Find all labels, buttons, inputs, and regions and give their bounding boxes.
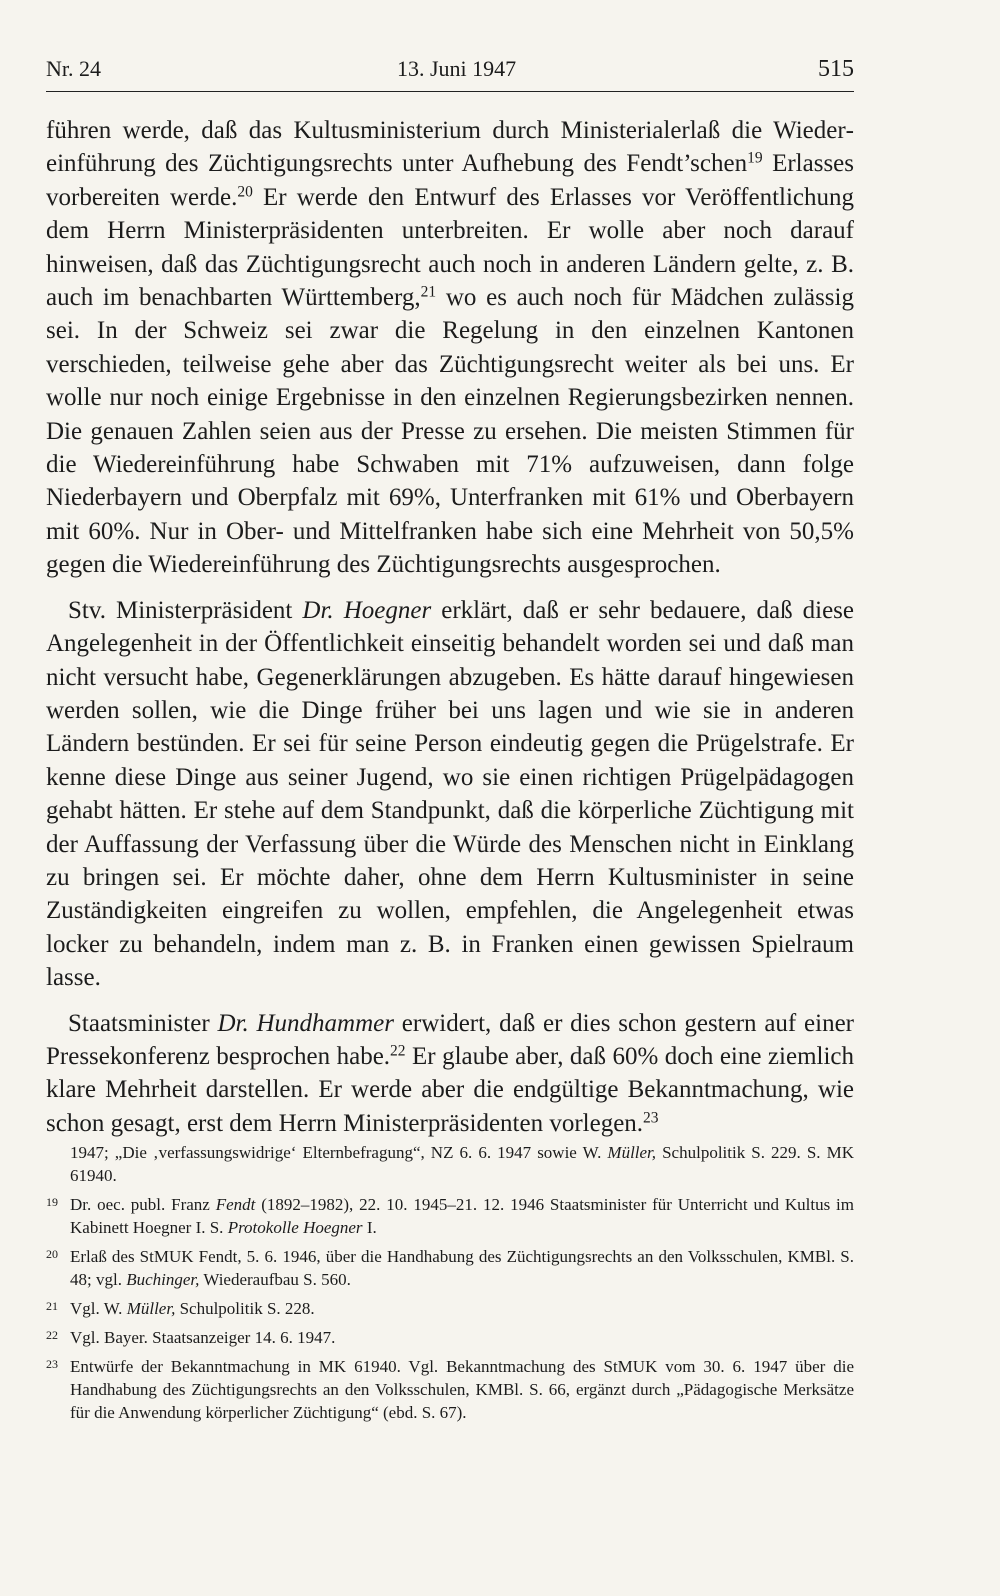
footnote-19-italic-a: Fendt bbox=[215, 1195, 256, 1214]
footnote-20-text-a: Erlaß des StMUK Fendt, 5. 6. 1946, über die Handhabung des Züchtigungsrechts an den Volksschulen, KMBl. S. 48; vgl. bbox=[70, 1247, 854, 1289]
footnote-21-italic: Müller, bbox=[126, 1299, 176, 1318]
footnote-20-text-b: Wiederaufbau S. 560. bbox=[199, 1270, 351, 1289]
footnote-ref-23: 23 bbox=[643, 1109, 659, 1127]
speaker-name-hundhammer: Dr. Hundhammer bbox=[217, 1009, 394, 1037]
footnote-21-text-b: Schulpolitik S. 228. bbox=[175, 1299, 315, 1318]
footnote-22-text: Vgl. Bayer. Staatsanzeiger 14. 6. 1947. bbox=[70, 1328, 336, 1347]
footnote-20-italic: Buchinger, bbox=[126, 1270, 200, 1289]
footnote-ref-22: 22 bbox=[390, 1042, 406, 1060]
footnote-21 bbox=[46, 1297, 854, 1320]
footnote-19-text-c: I. bbox=[362, 1218, 377, 1237]
footnote-number: 20 bbox=[46, 1247, 58, 1261]
paragraph-1-text-d: wo es auch noch für Mädchen zulässig sei. In der Schweiz sei zwar die Regelung in den einzelnen Kantonen verschieden, teilweise gehe aber das Züchtigungsrecht weiter als bei uns. Er wolle nur noch einige Ergebnisse in den einzelnen Regierungsbezirken nennen. Die genauen Zahlen seien aus der Presse zu ersehen. Die meisten Stimmen für die Wiedereinführung habe Schwaben mit 71% aufzuweisen, dann folge Niederbayern und Oberpfalz mit 69%, Unterfranken mit 61% und Oberbayern mit 60%. Nur in Ober- und Mittelfranken habe sich eine Mehrheit von 50,5% gegen die Wiedereinführung des Züchtigungsrechts ausgesprochen. bbox=[46, 284, 854, 579]
issue-number: Nr. 24 bbox=[46, 56, 101, 81]
footnote-cont-italic: Müller, bbox=[607, 1143, 657, 1162]
paragraph-3-text-a: Staatsminister bbox=[68, 1009, 218, 1037]
main-text bbox=[46, 114, 854, 1140]
footnote-number: 21 bbox=[46, 1299, 58, 1313]
footnote-19-text-b: (1892–1982), 22. 10. 1945–21. 12. 1946 Staatsminister für Unterricht und Kultus im Kabinett Hoegner I. S. bbox=[70, 1195, 854, 1237]
footnote-19 bbox=[46, 1193, 854, 1239]
footnote-23 bbox=[46, 1355, 854, 1424]
paragraph-2 bbox=[46, 594, 854, 995]
paragraph-3-text-c: Er glaube aber, daß 60% doch eine ziemlich klare Mehrheit darstellen. Er werde aber die endgültige Bekanntmachung, wie schon gesagt, erst dem Herrn Ministerpräsidenten vorlegen. bbox=[46, 1042, 855, 1137]
footnotes bbox=[46, 1141, 854, 1430]
paragraph-3-text-b: erwidert, daß er dies schon gestern auf einer Pressekonferenz besprochen habe. bbox=[46, 1009, 855, 1070]
paragraph-1-text-a: führen werde, daß das Kultusministerium durch Ministerialerlaß die Wiedereinführung des Züchtigungsrechts unter Aufhebung des Fendt’schen bbox=[46, 117, 854, 178]
footnote-23-text: Entwürfe der Bekanntmachung in MK 61940. Vgl. Bekanntmachung des StMUK vom 30. 6. 1947 über die Handhabung des Züchtigungsrechts an den Volksschulen, KMBl. S. 66, ergänzt durch „Pädagogische Merksätze für die Anwendung körperlicher Züchtigung“ (ebd. S. 67). bbox=[70, 1357, 854, 1422]
paragraph-1-text-c: Er werde den Entwurf des Erlasses vor Veröffentlichung dem Herrn Ministerpräsidenten unterbreiten. Er wolle aber noch darauf hinweisen, daß das Züchtigungsrecht auch noch in anderen Ländern gelte, z. B. auch im benachbarten Württemberg, bbox=[46, 183, 854, 312]
footnote-number: 19 bbox=[46, 1195, 58, 1209]
footnote-ref-20: 20 bbox=[237, 183, 253, 201]
footnote-cont-text-a: 1947; „Die ‚verfassungswidrige‘ Elternbefragung“, NZ 6. 6. 1947 sowie W. bbox=[70, 1143, 608, 1162]
footnote-19-italic-b: Protokolle Hoegner bbox=[227, 1218, 363, 1237]
header-rule bbox=[46, 91, 854, 92]
footnote-number: 23 bbox=[46, 1357, 58, 1371]
footnote-continuation bbox=[46, 1141, 854, 1187]
footnote-19-text-a: Dr. oec. publ. Franz bbox=[70, 1195, 216, 1214]
paragraph-1-text-b: Erlasses vorbereiten werde. bbox=[46, 150, 854, 211]
footnote-22 bbox=[46, 1326, 854, 1349]
header-date: 13. Juni 1947 bbox=[397, 56, 517, 81]
paragraph-3 bbox=[46, 1007, 854, 1141]
paragraph-2-text-b: erklärt, daß er sehr bedauere, daß diese Angelegenheit in der Öffentlichkeit einseitig behandelt worden sei und daß man nicht versucht habe, Gegenerklärungen abzugeben. Es hätte darauf hingewiesen werden sollen, wie die Dinge früher bei uns lagen und wie sie in anderen Ländern bestünden. Er sei für seine Person eindeutig gegen die Prügelstrafe. Er kenne diese Dinge aus seiner Jugend, wo sie einen richtigen Prügelpädagogen gehabt hätten. Er stehe auf dem Standpunkt, daß die körperliche Züchtigung mit der Auffassung der Verfassung über die Würde des Menschen nicht in Einklang zu bringen sei. Er möchte daher, ohne dem Herrn Kultusminister in seine Zuständigkeiten eingreifen zu wollen, empfehlen, die Angelegenheit etwas locker zu behandeln, indem man z. B. in Franken einen gewissen Spielraum lasse. bbox=[46, 596, 854, 992]
footnote-number: 22 bbox=[46, 1328, 58, 1342]
page-number: 515 bbox=[818, 56, 854, 82]
footnote-ref-19: 19 bbox=[747, 149, 763, 167]
footnote-21-text-a: Vgl. W. bbox=[70, 1299, 127, 1318]
running-header bbox=[46, 52, 854, 86]
paragraph-1 bbox=[46, 114, 854, 582]
footnote-cont-text-b: Schulpolitik S. 229. S. MK 61940. bbox=[70, 1143, 855, 1185]
speaker-name-hoegner: Dr. Hoegner bbox=[302, 596, 432, 624]
paragraph-2-text-a: Stv. Ministerpräsident bbox=[68, 596, 303, 624]
footnote-20 bbox=[46, 1245, 854, 1291]
footnote-ref-21: 21 bbox=[420, 283, 437, 301]
